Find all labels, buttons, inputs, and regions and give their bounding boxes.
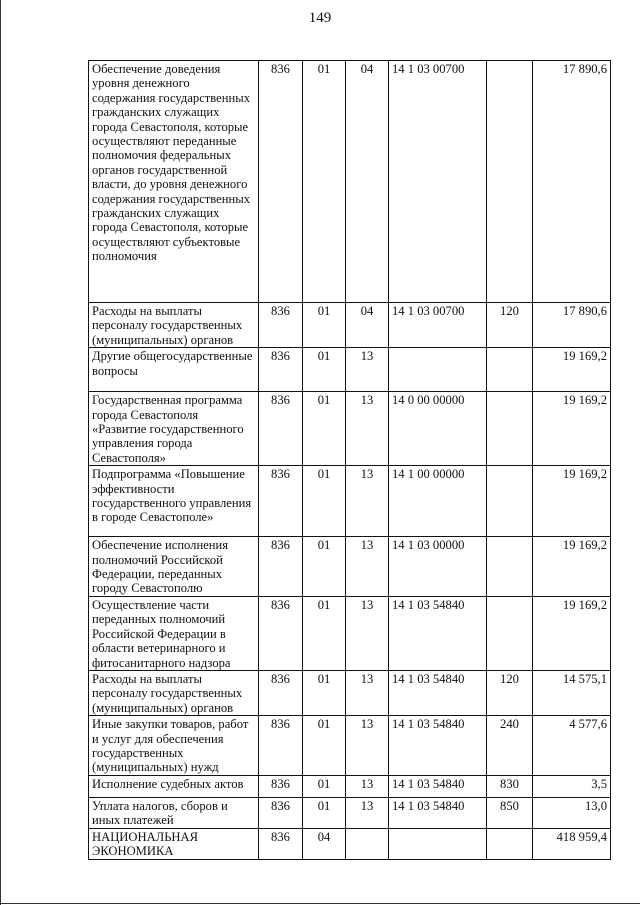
amount-cell: 13,0 [533,797,611,828]
scan-edge-line [0,0,1,905]
expense-type-cell [487,392,533,466]
expense-name-cell: Иные закупки товаров, работ и услуг для обеспечения государственных (муниципальных) нужд [89,716,259,776]
expense-name-cell: Подпрограмма «Повышение эффективности государственного управления в городе Севастополе» [89,466,259,537]
expense-type-cell: 850 [487,797,533,828]
expense-name-cell: Осуществление части переданных полномочий Российской Федерации в области ветеринарного и фитосанитарного надзора [89,596,259,670]
expense-type-cell [487,537,533,597]
table-row [89,537,611,597]
budget-table [88,60,611,860]
subsection-code-cell: 13 [346,797,389,828]
target-article-cell: 14 1 03 54840 [389,775,487,797]
table-row [89,716,611,776]
target-article-cell: 14 0 00 00000 [389,392,487,466]
subsection-code-cell: 04 [346,61,389,303]
expense-name-cell: Исполнение судебных актов [89,775,259,797]
ministry-code-cell: 836 [259,828,303,859]
table-row [89,797,611,828]
table-row [89,61,611,303]
table-row [89,348,611,392]
expense-name-cell: Другие общегосударственные вопросы [89,348,259,392]
expense-name-cell: Расходы на выплаты персоналу государственных (муниципальных) органов [89,303,259,348]
ministry-code-cell: 836 [259,596,303,670]
section-code-cell: 01 [303,61,346,303]
ministry-code-cell: 836 [259,392,303,466]
section-code-cell: 01 [303,392,346,466]
table-row [89,828,611,859]
target-article-cell: 14 1 00 00000 [389,466,487,537]
table-row [89,303,611,348]
expense-name-cell: Обеспечение доведения уровня денежного содержания государственных гражданских служащих города Севастополя, которые осуществляют переданные полномочия федеральных органов государственной власти, до уровня денежного содержания государственных гражданских служащих города Севастополя, которые осуществляют субъектовые полномочия [89,61,259,303]
ministry-code-cell: 836 [259,61,303,303]
ministry-code-cell: 836 [259,466,303,537]
expense-type-cell: 120 [487,670,533,715]
expense-type-cell: 120 [487,303,533,348]
target-article-cell: 14 1 03 54840 [389,596,487,670]
amount-cell: 19 169,2 [533,466,611,537]
target-article-cell [389,828,487,859]
expense-name-cell: Расходы на выплаты персоналу государственных (муниципальных) органов [89,670,259,715]
amount-cell: 3,5 [533,775,611,797]
expense-type-cell [487,596,533,670]
page-number: 149 [308,10,332,26]
subsection-code-cell: 04 [346,303,389,348]
section-code-cell: 01 [303,797,346,828]
target-article-cell: 14 1 03 00700 [389,61,487,303]
subsection-code-cell: 13 [346,537,389,597]
target-article-cell [389,348,487,392]
table-row [89,775,611,797]
ministry-code-cell: 836 [259,797,303,828]
table-row [89,670,611,715]
expense-name-cell: НАЦИОНАЛЬНАЯ ЭКОНОМИКА [89,828,259,859]
subsection-code-cell: 13 [346,596,389,670]
table-row [89,392,611,466]
ministry-code-cell: 836 [259,670,303,715]
target-article-cell: 14 1 03 54840 [389,670,487,715]
section-code-cell: 01 [303,775,346,797]
section-code-cell: 04 [303,828,346,859]
section-code-cell: 01 [303,303,346,348]
amount-cell: 418 959,4 [533,828,611,859]
table-row [89,466,611,537]
expense-type-cell [487,828,533,859]
target-article-cell: 14 1 03 00000 [389,537,487,597]
section-code-cell: 01 [303,716,346,776]
target-article-cell: 14 1 03 00700 [389,303,487,348]
amount-cell: 19 169,2 [533,392,611,466]
amount-cell: 17 890,6 [533,303,611,348]
ministry-code-cell: 836 [259,348,303,392]
target-article-cell: 14 1 03 54840 [389,797,487,828]
expense-type-cell: 830 [487,775,533,797]
amount-cell: 4 577,6 [533,716,611,776]
section-code-cell: 01 [303,596,346,670]
ministry-code-cell: 836 [259,716,303,776]
ministry-code-cell: 836 [259,537,303,597]
amount-cell: 14 575,1 [533,670,611,715]
section-code-cell: 01 [303,348,346,392]
amount-cell: 19 169,2 [533,537,611,597]
subsection-code-cell: 13 [346,348,389,392]
ministry-code-cell: 836 [259,775,303,797]
section-code-cell: 01 [303,670,346,715]
expense-name-cell: Государственная программа города Севастополя «Развитие государственного управления города Севастополя» [89,392,259,466]
subsection-code-cell: 13 [346,670,389,715]
scan-edge-line [0,903,640,904]
target-article-cell: 14 1 03 54840 [389,716,487,776]
section-code-cell: 01 [303,466,346,537]
subsection-code-cell: 13 [346,392,389,466]
expense-type-cell [487,61,533,303]
ministry-code-cell: 836 [259,303,303,348]
amount-cell: 19 169,2 [533,348,611,392]
section-code-cell: 01 [303,537,346,597]
expense-name-cell: Уплата налогов, сборов и иных платежей [89,797,259,828]
expense-type-cell: 240 [487,716,533,776]
table-row [89,596,611,670]
amount-cell: 17 890,6 [533,61,611,303]
expense-type-cell [487,466,533,537]
expense-name-cell: Обеспечение исполнения полномочий Российской Федерации, переданных городу Севастополю [89,537,259,597]
subsection-code-cell: 13 [346,466,389,537]
amount-cell: 19 169,2 [533,596,611,670]
subsection-code-cell [346,828,389,859]
subsection-code-cell: 13 [346,775,389,797]
expense-type-cell [487,348,533,392]
subsection-code-cell: 13 [346,716,389,776]
